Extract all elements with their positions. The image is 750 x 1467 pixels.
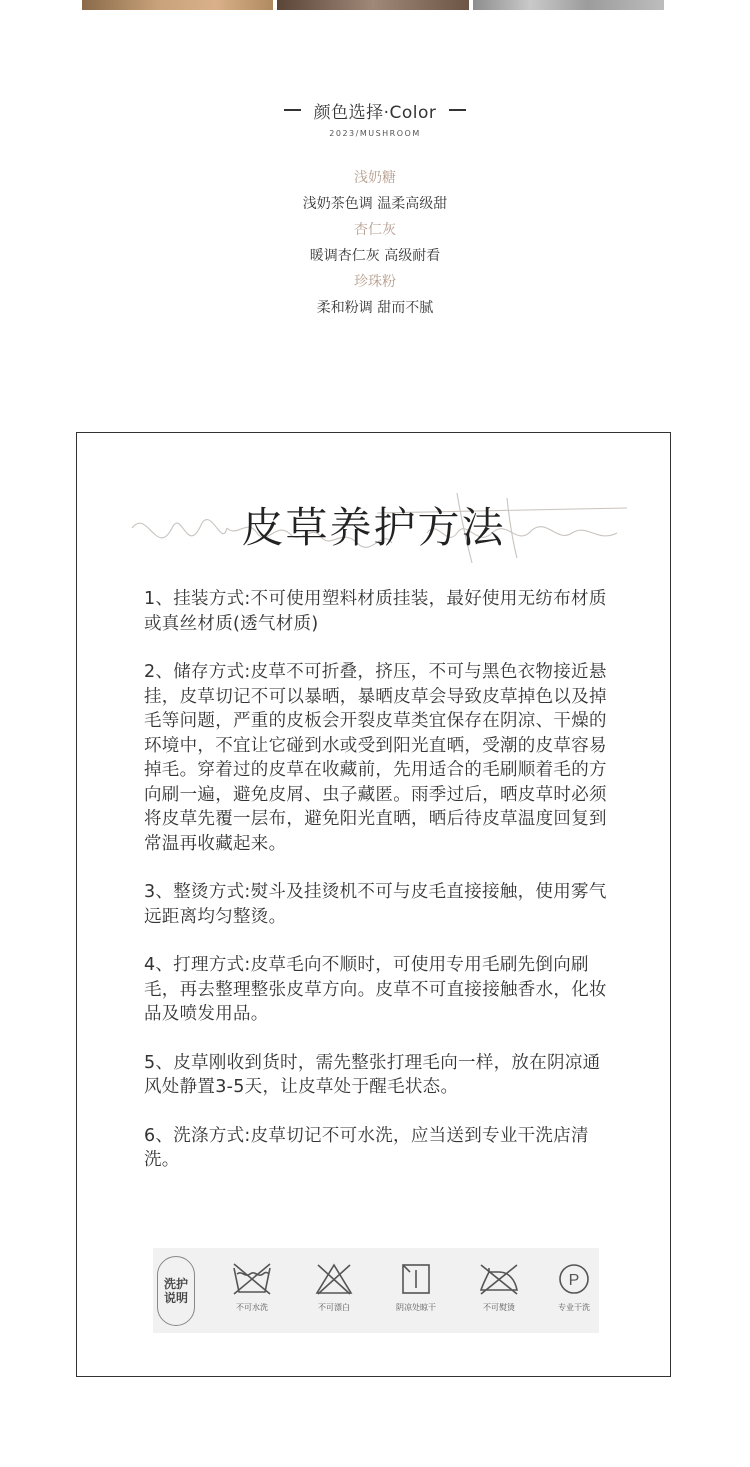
color-option-name: 杏仁灰: [354, 222, 396, 238]
no-iron-label: 不可熨烫: [483, 1303, 515, 1312]
shade-dry-icon: [399, 1262, 433, 1296]
care-item: 3、整烫方式:熨斗及挂烫机不可与皮毛直接接触，使用雾气远距离均匀整烫。: [144, 882, 607, 927]
title-dash-left: [284, 109, 301, 111]
color-section-subtitle: 2023/MUSHROOM: [329, 128, 421, 138]
color-option-desc: 柔和粉调 甜而不腻: [316, 300, 434, 316]
dry-clean-item: [539, 1262, 609, 1313]
no-bleach-icon: [314, 1262, 354, 1296]
svg-text:P: P: [568, 1272, 580, 1289]
color-option-name: 浅奶糖: [354, 170, 396, 186]
dry-clean-icon: [557, 1262, 591, 1296]
color-section-title: 颜色选择·Color: [313, 102, 437, 123]
color-option-name: 珍珠粉: [354, 274, 396, 290]
product-photo-2: [277, 0, 469, 10]
care-item: 6、洗涤方式:皮草切记不可水洗，应当送到专业干洗店清洗。: [144, 1125, 589, 1170]
shade-dry-item: [381, 1262, 451, 1313]
color-option-desc: 暖调杏仁灰 高级耐看: [309, 248, 441, 264]
color-section-title-row: [271, 98, 480, 123]
care-badge: [157, 1256, 195, 1326]
no-wash-label: 不可水洗: [236, 1303, 268, 1312]
dry-clean-label: 专业干洗: [558, 1303, 590, 1312]
care-title: 皮草养护方法: [241, 503, 506, 552]
color-option-desc: 浅奶茶色调 温柔高级甜: [302, 196, 448, 212]
care-item: 5、皮草刚收到货时，需先整张打理毛向一样，放在阴凉通风处静置3-5天，让皮草处于醒毛状态。: [144, 1052, 601, 1097]
no-wash-icon: [231, 1262, 273, 1296]
product-photo-3: [473, 0, 664, 10]
care-icons-strip: [153, 1248, 599, 1333]
care-item: 2、储存方式:皮草不可折叠，挤压，不可与黑色衣物接近悬挂，皮草切记不可以暴晒，暴晒皮草会导致皮草掉色以及掉毛等问题，严重的皮板会开裂皮草类宜保存在阴凉、干燥的环境中，不宜让它碰到水或受到阳光直晒，受潮的皮草容易掉毛。穿着过的皮草在收藏前，先用适合的毛刷顺着毛的方向刷一遍，避免皮屑、虫子藏匿。雨季过后，晒皮草时必须将皮草先覆一层布，避免阳光直晒，晒后待皮草温度回复到常温再收藏起来。: [144, 662, 607, 854]
no-wash-item: [217, 1262, 287, 1313]
care-item: 1、挂装方式:不可使用塑料材质挂装，最好使用无纺布材质或真丝材质(透气材质): [144, 589, 607, 634]
no-bleach-label: 不可漂白: [318, 1303, 350, 1312]
care-instructions-card: [76, 432, 671, 1377]
care-badge-label: 洗护说明: [163, 1277, 188, 1305]
no-iron-item: [464, 1262, 534, 1313]
care-instructions-list: [144, 587, 614, 1197]
product-photo-1: [82, 0, 273, 10]
no-bleach-item: [299, 1262, 369, 1313]
shade-dry-label: 阴凉处晾干: [396, 1303, 436, 1312]
product-thumbnail-strip: [82, 0, 664, 10]
color-options-list: [0, 168, 750, 324]
care-item: 4、打理方式:皮草毛向不顺时，可使用专用毛刷先倒向刷毛，再去整理整张皮草方向。皮草不可直接接触香水，化妆品及喷发用品。: [144, 955, 607, 1024]
color-section-header: [0, 96, 750, 138]
title-dash-right: [449, 109, 466, 111]
no-iron-icon: [477, 1262, 521, 1296]
